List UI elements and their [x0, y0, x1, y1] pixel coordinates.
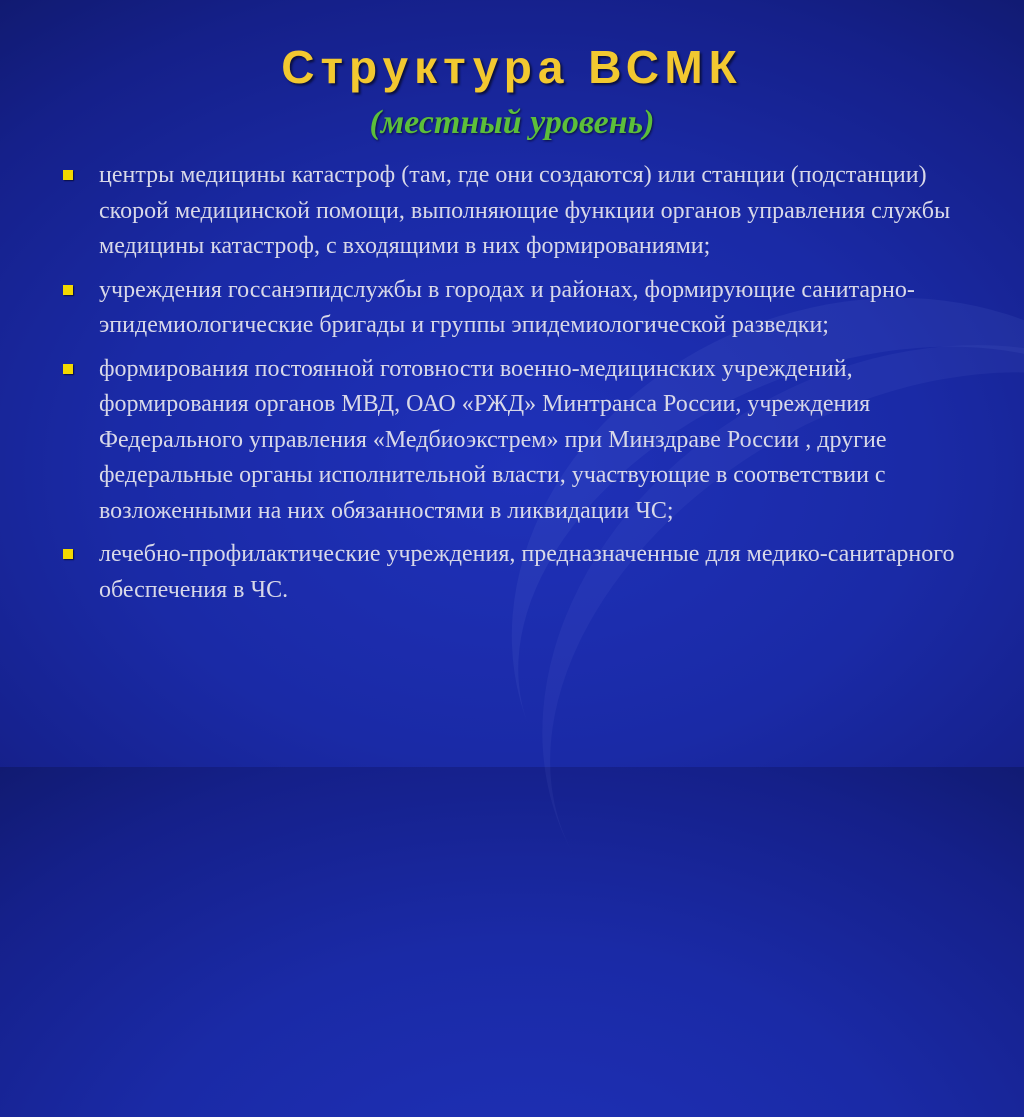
list-item: [60, 158, 980, 265]
list-item: [60, 352, 980, 530]
list-item-text: центры медицины катастроф (там, где они создаются) или станции (подстанции) скорой медицинской помощи, выполняющие функции органов управления службы медицины катастроф, с входящими в них формированиями;: [99, 162, 951, 259]
list-item-text: формирования постоянной готовности военно-медицинских учреждений, формирования органов МВД, ОАО «РЖД» Минтранса России, учреждения Федерального управления «Медбиоэкстрем» при Минздраве России , другие федеральные органы исполнительной власти, участвующие в соответствии с возложенными на них обязанностями в ликвидации ЧС;: [99, 355, 887, 524]
square-bullet-icon: [63, 364, 73, 374]
square-bullet-icon: [63, 549, 73, 559]
slide-subtitle: (местный уровень): [369, 104, 655, 141]
bullet-list: [60, 158, 980, 616]
list-item-text: лечебно-профилактические учреждения, предназначенные для медико-санитарного обеспечения в ЧС.: [99, 541, 955, 603]
list-item: [60, 537, 980, 608]
list-item-text: учреждения госсанэпидслужбы в городах и районах, формирующие санитарно-эпидемиологические бригады и группы эпидемиологической разведки;: [99, 276, 915, 338]
list-item: [60, 273, 980, 344]
square-bullet-icon: [63, 170, 73, 180]
slide-title: Структура ВСМК: [281, 41, 743, 93]
square-bullet-icon: [63, 285, 73, 295]
